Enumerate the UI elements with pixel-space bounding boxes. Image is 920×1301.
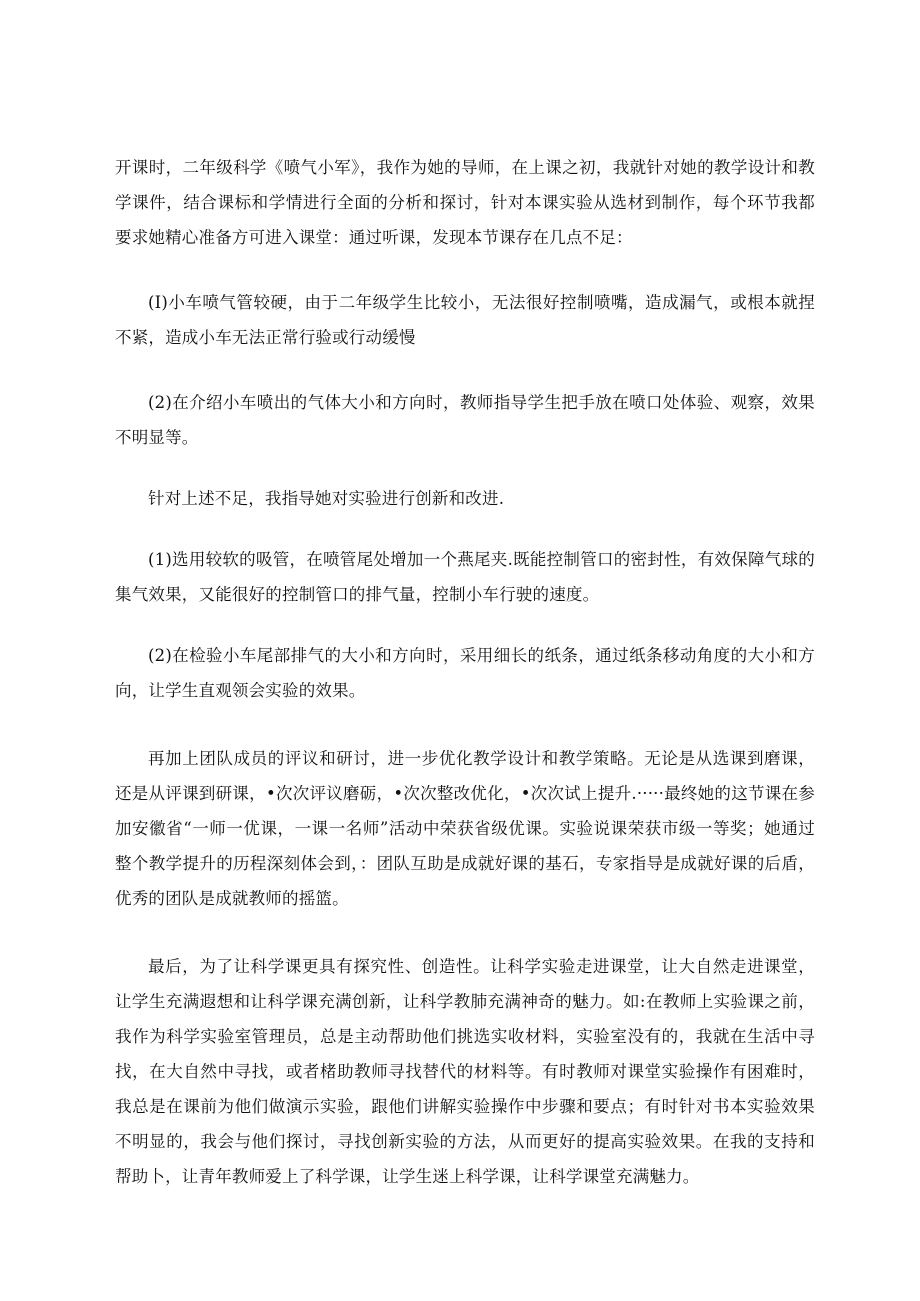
paragraph-issue-1: (I)小车喷气管较硬，由于二年级学生比较小，无法很好控制喷嘴，造成漏气，或根本就捏不紧，造成小车无法正常行验或行动缓慢 (115, 293, 815, 347)
paragraph-improvement-intro: 针对上述不足，我指导她对实验进行创新和改进. (148, 489, 505, 508)
paragraph-improvement-1: (1)选用较软的吸管，在喷管尾处增加一个燕尾夹.既能控制管口的密封性，有效保障气球的集气效果，又能很好的控制管口的排气量，控制小车行驶的速度。 (115, 550, 815, 604)
document-body (115, 150, 815, 1194)
paragraph-team-review: 再加上团队成员的评议和研讨，进一步优化教学设计和教学策略。无论是从选课到磨课，还是从评课到研课，•次次评议磨砺，•次次整改优化，•次次试上提升.·····最终她的这节课在参加安徽省“一师一优课，一课一名师”活动中荣获省级优课。实验说课荣获市级一等奖；她通过整个教学提升的历程深刻体会到，：团队互助是成就好课的基石，专家指导是成就好课的后盾，优秀的团队是成就教师的摇篮。 (115, 749, 815, 908)
paragraph-intro: 开课时，二年级科学《喷气小军》，我作为她的导师，在上课之初，我就针对她的教学设计和教学课件，结合课标和学情进行全面的分析和探讨，针对本课实验从选材到制作，每个环节我都要求她精心准备方可进入课堂：通过听课，发现本节课存在几点不足： (115, 158, 815, 247)
paragraph-issue-2: (2)在介绍小车喷出的气体大小和方向时，教师指导学生把手放在喷口处体验、观察，效果不明显等。 (115, 393, 815, 447)
paragraph-conclusion: 最后，为了让科学课更具有探究性、创造性。让科学实验走进课堂，让大自然走进课堂，让学生充满遐想和让科学课充满创新，让科学教肺充满神奇的魅力。如:在教师上实验课之前，我作为科学实验室管理员，总是主动帮助他们挑选实收材料，实验室没有的，我就在生活中寻找，在大自然中寻找，或者楮助教师寻找替代的材料等。有时教师对课堂实验操作有困难时，我总是在课前为他们做演示实验，跟他们讲解实验操作中步骤和要点；有时针对书本实验效果不明显的，我会与他们探讨，寻找创新实验的方法，从而更好的提高实验效果。在我的支持和帮助卜，让青年教师爱上了科学课，让学生迷上科学课，让科学课堂充满魅力。 (115, 957, 815, 1186)
paragraph-improvement-2: (2)在检验小车尾部排气的大小和方向时，采用细长的纸条，通过纸条移动角度的大小和方向，让学生直观领会实验的效果。 (115, 646, 815, 700)
